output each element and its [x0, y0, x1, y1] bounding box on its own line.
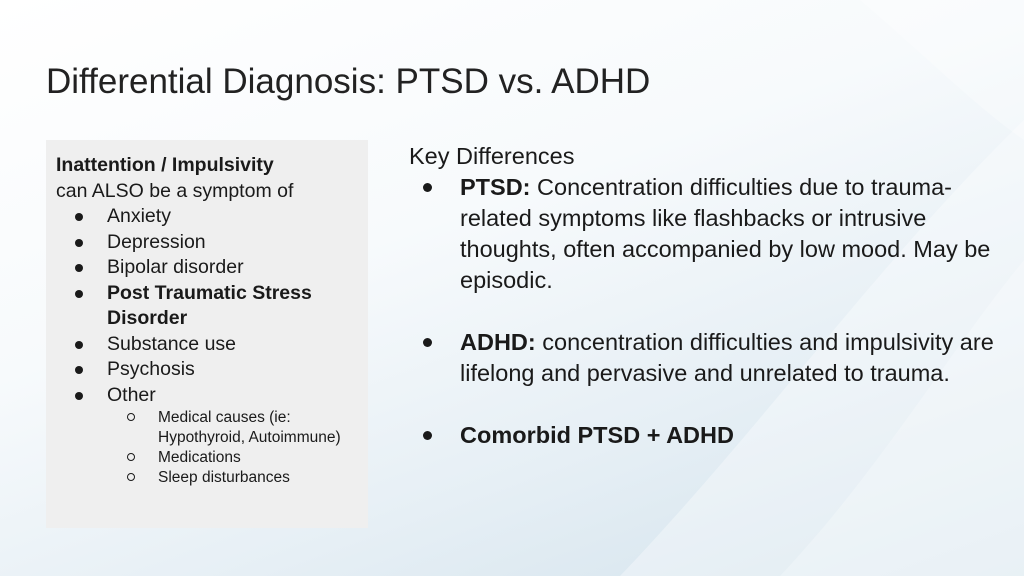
point-term: Comorbid PTSD + ADHD: [460, 422, 734, 448]
other-causes-sublist: [107, 408, 358, 488]
sub-list-item: Medications: [107, 448, 358, 468]
sub-list-item: Medical causes (ie: Hypothyroid, Autoimmune): [107, 408, 358, 448]
list-item: Psychosis: [56, 357, 358, 383]
point-comorbid: [409, 420, 994, 451]
list-item: Depression: [56, 230, 358, 256]
point-text: Concentration difficulties due to trauma-related symptoms like flashbacks or intrusive thoughts, often accompanied by low mood. May be episodic.: [460, 174, 991, 293]
list-item: Bipolar disorder: [56, 255, 358, 281]
causes-list: [56, 204, 358, 488]
key-differences-list: [409, 172, 994, 451]
list-item: Substance use: [56, 332, 358, 358]
list-item-ptsd: Post Traumatic Stress Disorder: [56, 281, 358, 332]
point-term: PTSD:: [460, 174, 531, 200]
key-differences-section: [409, 141, 994, 451]
list-item-label: Other: [107, 383, 156, 406]
box-intro: can ALSO be a symptom of: [56, 179, 294, 202]
list-item: Anxiety: [56, 204, 358, 230]
point-text: concentration difficulties and impulsivity are lifelong and pervasive and unrelated to trauma.: [460, 329, 994, 386]
list-item-other: [56, 383, 358, 489]
differential-causes-box: [46, 140, 368, 528]
point-adhd: [409, 327, 994, 389]
box-heading: Inattention / Impulsivity: [56, 154, 274, 176]
key-differences-heading: Key Differences: [409, 143, 575, 169]
point-term: ADHD:: [460, 329, 536, 355]
point-ptsd: [409, 172, 994, 296]
sub-list-item: Sleep disturbances: [107, 468, 358, 488]
slide-title: Differential Diagnosis: PTSD vs. ADHD: [46, 62, 651, 101]
